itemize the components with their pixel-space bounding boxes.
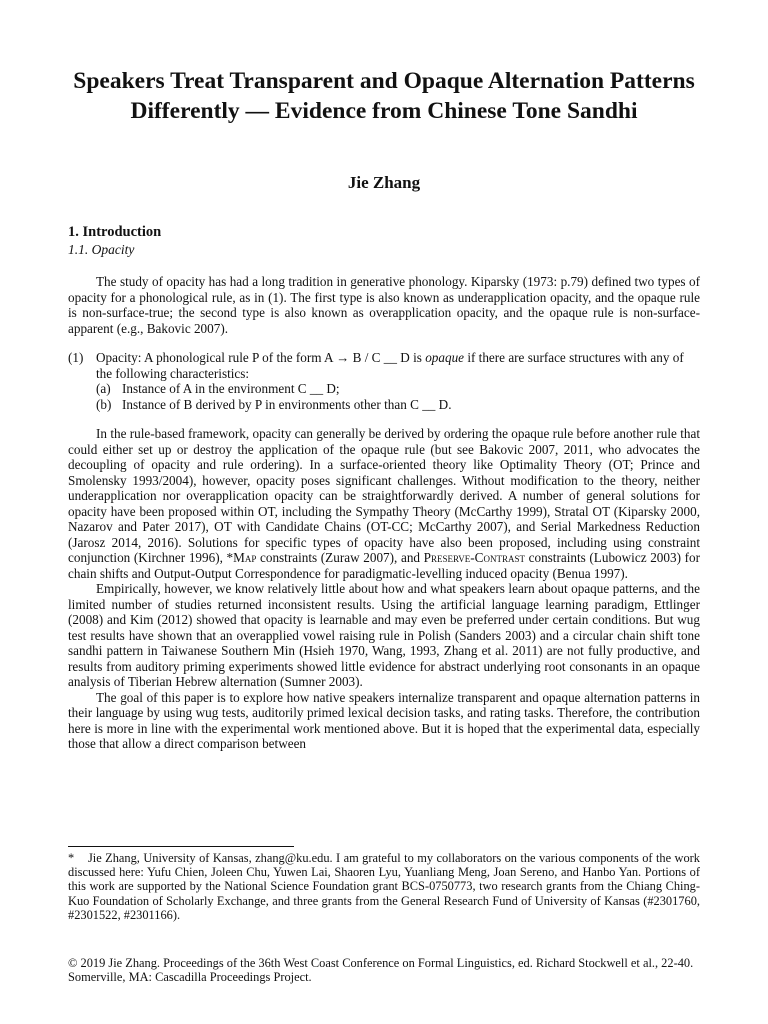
example-intro [96,350,700,381]
paragraph-4: The goal of this paper is to explore how native speakers internalize transparent and opaque alternation patterns in their language by using wug tests, auditorily primed lexical decision tasks, and rating tasks. Therefore, the contribution here is more in line with the experimental work mentioned above. But it is hoped that the experimental data, especially those that allow a direct comparison between [68,689,700,751]
paragraph-2-part-c: constraints (Lubowicz 2003) for chain shifts and Output-Output Correspondence for paradigmatic-levelling induced opacity (Benua 1997). [68,550,700,581]
example-intro-emphasis: opaque [425,350,465,365]
paper-body [68,223,700,752]
footnote-divider [68,846,294,847]
footnote-text: Jie Zhang, University of Kansas, zhang@ku.edu. I am grateful to my collaborators on the various components of the work discussed here: Yufu Chien, Joleen Chu, Yuwen Lai, Shaoren Lyu, Yuanliang Meng, Joan Sereno, and Hanbo Yan. Portions of this work are supported by the National Science Foundation grant BCS-0750773, two research grants from the Chiang Ching-Kuo Foundation of Scholarly Exchange, and three grants from the General Research Fund of University of Kansas (#2301760, #2301522, #2301166). [68,851,700,922]
example-number: (1) [68,350,84,365]
example-item-label: (a) [96,381,111,396]
preserve-contrast-label: Preserve-Contrast [423,550,525,565]
footnote [68,851,700,922]
paragraph-2-part-b: constraints (Zuraw 2007), and [256,550,424,565]
example-1 [68,350,700,412]
example-body [96,350,700,412]
paragraph-2 [68,426,700,581]
example-item-a [96,381,700,397]
copyright-notice: © 2019 Jie Zhang. Proceedings of the 36th West Coast Conference on Formal Linguistics, ed. Richard Stockwell et al., 22-40. Somerville, MA: Cascadilla Proceedings Project. [68,956,694,985]
example-item-b [96,397,700,413]
paragraph-3: Empirically, however, we know relatively little about how and what speakers learn about opaque patterns, and the limited number of studies returned inconsistent results. Using the artificial language learning paradigm, Ettlinger (2008) and Kim (2012) showed that opacity is learnable and may even be preferred under certain conditions. But wug test results have shown that an overapplied vowel raising rule in Polish (Sanders 2003) and a circular chain shift tone sandhi pattern in Taiwanese Southern Min (Hsieh 1970, Wang, 1993, Zhang et al. 2011) are not fully productive, and results from auditory priming experiments showed little evidence for abstract underlying root consonants in an opaque analysis of Tiberian Hebrew alternation (Sumner 2003). [68,581,700,689]
example-item-text: Instance of A in the environment C __ D; [122,381,340,396]
paragraph-2-part-a: In the rule-based framework, opacity can generally be derived by ordering the opaque rule before another rule that could either set up or destroy the application of the opaque rule (but see Bakovic 2007, 2011, who advocates the decoupling of opacity and rule ordering). In a surface-oriented theory like Optimality Theory (OT; Prince and Smolensky 1993/2004), however, opacity poses significant challenges. Without modification to the theory, neither underapplication nor overapplication opacity can be straightforwardly derived. A number of general solutions for opacity have been proposed within OT, including the Sympathy Theory (McCarthy 1999), Stratal OT (Kiparsky 2000, Nazarov and Pater 2017), OT with Candidate Chains (OT-CC; McCarthy 2007), and Serial Markedness Reduction (Jarosz 2014, 2016). Solutions for specific types of opacity have also been proposed, including using constraint conjunction (Kirchner 1996), * [68,426,700,565]
footnote-marker: * [68,851,75,865]
subsection-heading: 1.1. Opacity [68,242,135,257]
author-name: Jie Zhang [347,173,421,192]
section-heading: 1. Introduction [68,224,162,240]
example-intro-after: if there are surface structures with any of the following characteristics: [96,350,684,381]
example-item-label: (b) [96,396,112,412]
example-item-text: Instance of B derived by P in environments other than C __ D. [122,396,452,412]
map-constraint-label: Map [233,550,257,565]
paper-title: Speakers Treat Transparent and Opaque Alternation Patterns Differently — Evidence from Chinese Tone Sandhi [73,68,695,124]
paragraph-1: The study of opacity has had a long tradition in generative phonology. Kiparsky (1973: p.79) defined two types of opacity for a phonological rule, as in (1). The first type is also known as underapplication opacity, and the opaque rule is non-surface-true; the second type is also known as overapplication opacity, and the opaque rule is non-surface-apparent (e.g., Bakovic 2007). [68,274,700,336]
example-intro-before: Opacity: A phonological rule P of the form A → B / C __ D is [96,350,426,365]
